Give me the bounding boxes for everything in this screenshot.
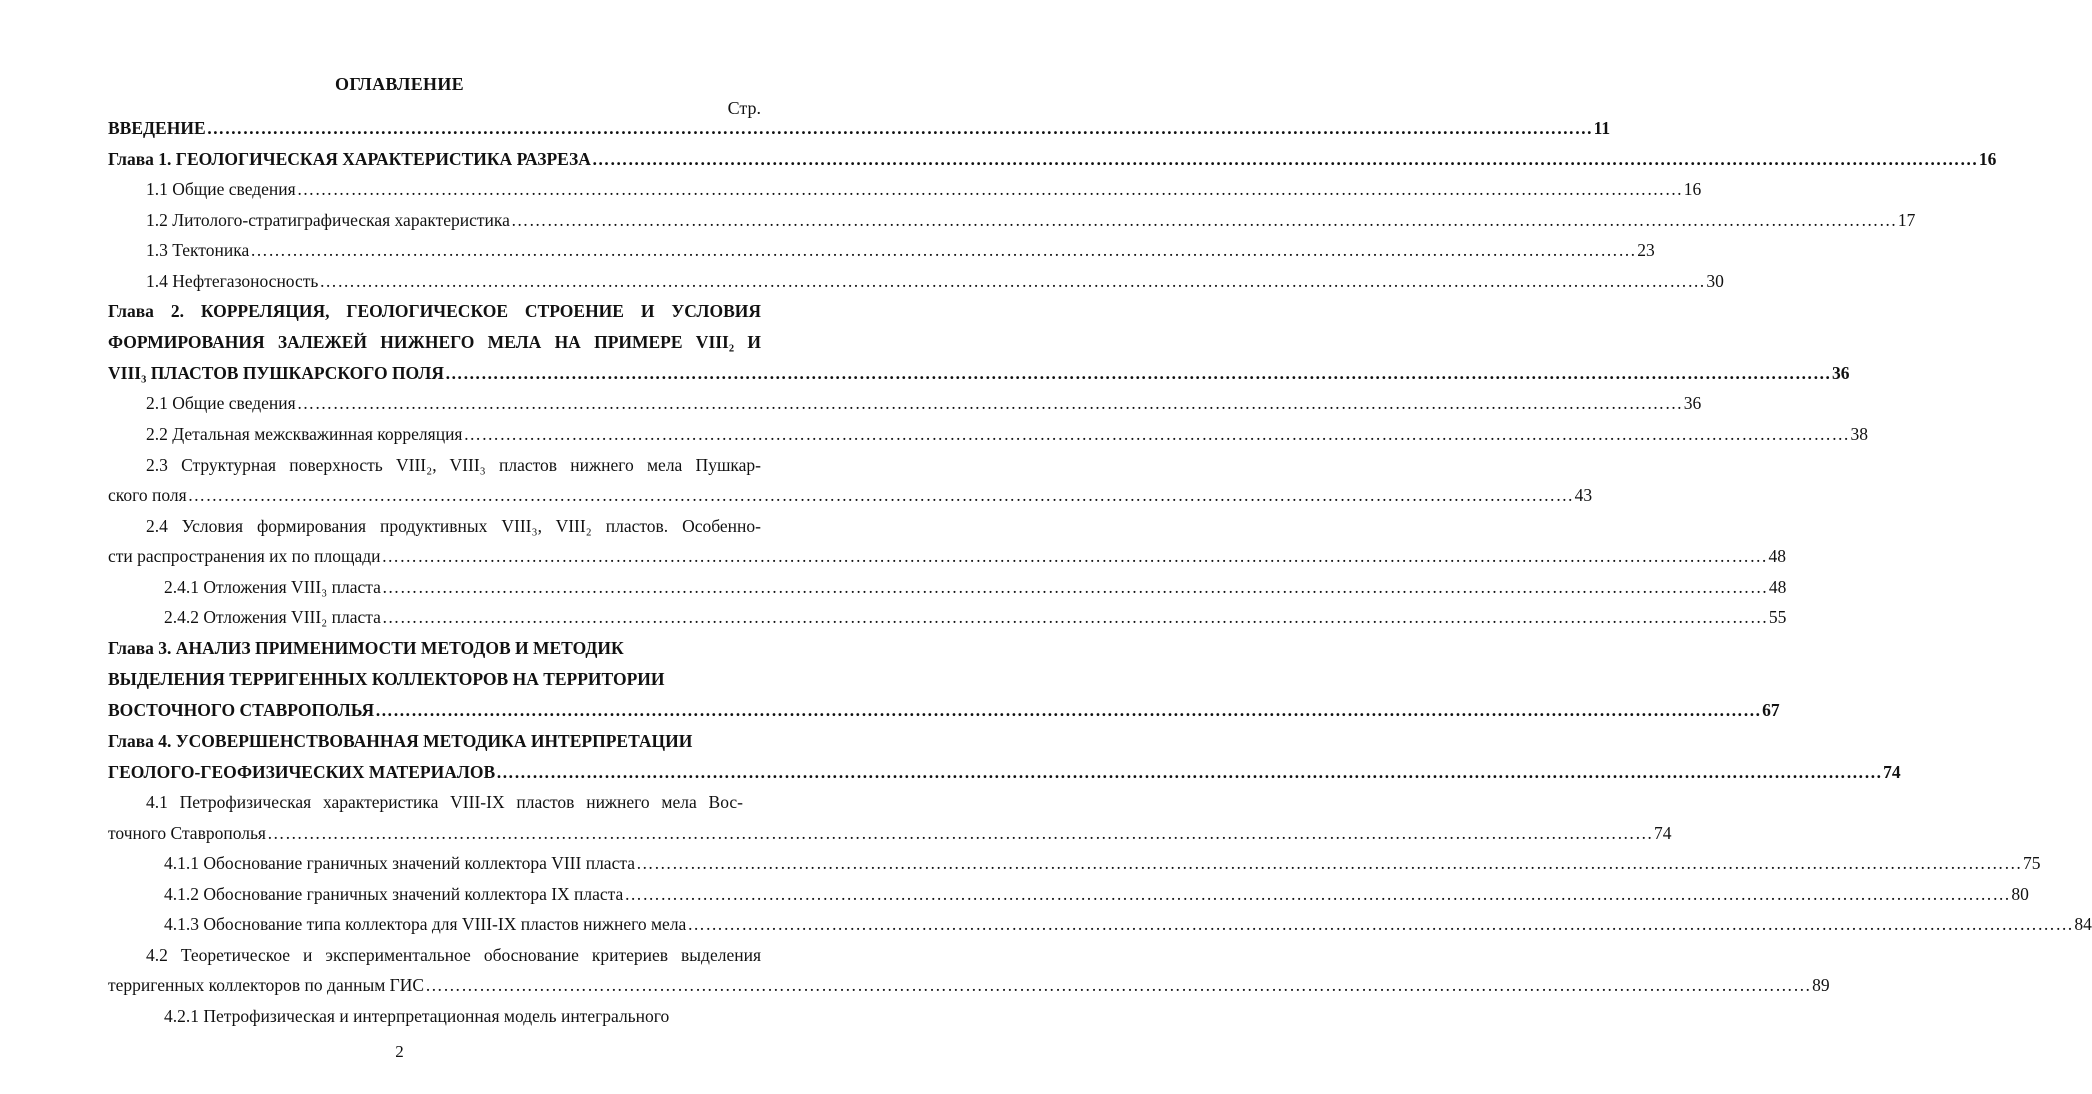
toc-leader-dots: ……………………………………………………………………………………………………………………………………………………………………………………………………………	[206, 118, 1593, 138]
toc-entry-page: 30	[1706, 271, 1724, 291]
toc-entry-continued[interactable]	[108, 730, 761, 752]
toc-entry-text: 4.1 Петрофизическая характеристика VIII-IX пластов нижнего мела Вос-	[146, 792, 743, 812]
toc-entry-text: Глава 2. КОРРЕЛЯЦИЯ, ГЕОЛОГИЧЕСКОЕ СТРОЕНИЕ И УСЛОВИЯ	[108, 301, 761, 321]
toc-leader-dots: ……………………………………………………………………………………………………………………………………………………………………………………………………………	[296, 179, 1683, 199]
toc-entry-text: 1.3 Тектоника	[146, 240, 250, 260]
toc-leader-dots: ……………………………………………………………………………………………………………………………………………………………………………………………………………	[381, 607, 1768, 627]
page-number: 2	[395, 1042, 404, 1061]
toc-entry[interactable]	[108, 148, 1997, 170]
toc-entry-continued[interactable]	[108, 300, 761, 322]
toc-entry[interactable]	[146, 209, 1916, 231]
toc-leader-dots: ……………………………………………………………………………………………………………………………………………………………………………………………………………	[624, 884, 2011, 904]
toc-entry-text: Глава 4. УСОВЕРШЕНСТВОВАННАЯ МЕТОДИКА ИНТЕРПРЕТАЦИИ	[108, 731, 693, 751]
toc-entry-text: ВЫДЕЛЕНИЯ ТЕРРИГЕННЫХ КОЛЛЕКТОРОВ НА ТЕРРИТОРИИ	[108, 669, 665, 689]
toc-entry-text: 4.1.3 Обоснование типа коллектора для VIII-IX пластов нижнего мела	[164, 914, 687, 934]
toc-entry-page: 17	[1897, 210, 1916, 230]
toc-entry-text: 2.4.2 Отложения VIII₂ пласта	[164, 607, 381, 627]
toc-entry[interactable]	[108, 699, 1780, 721]
toc-entry-text: ФОРМИРОВАНИЯ ЗАЛЕЖЕЙ НИЖНЕГО МЕЛА НА ПРИМЕРЕ VIII₂ И	[108, 332, 761, 352]
toc-entry-page: 16	[1683, 179, 1702, 199]
toc-leader-dots: ……………………………………………………………………………………………………………………………………………………………………………………………………………	[687, 914, 2074, 934]
toc-entry-text: 1.2 Литолого-стратиграфическая характеристика	[146, 210, 510, 230]
toc-entry-text: 4.2.1 Петрофизическая и интерпретационная модель интегрального	[164, 1006, 670, 1026]
toc-entry[interactable]	[164, 576, 1787, 598]
toc-leader-dots: ……………………………………………………………………………………………………………………………………………………………………………………………………………	[635, 853, 2022, 873]
toc-entry-text: Глава 3. АНАЛИЗ ПРИМЕНИМОСТИ МЕТОДОВ И МЕТОДИК	[108, 638, 624, 658]
toc-leader-dots: ……………………………………………………………………………………………………………………………………………………………………………………………………………	[375, 700, 1762, 720]
toc-entry-continued[interactable]	[164, 1005, 761, 1027]
toc-entry-text: точного Ставрополья	[108, 823, 266, 843]
toc-entry-text: Глава 1. ГЕОЛОГИЧЕСКАЯ ХАРАКТЕРИСТИКА РАЗРЕЗА	[108, 149, 591, 169]
toc-entry-continued[interactable]	[108, 637, 761, 659]
toc-entry-text: 2.2 Детальная межскважинная корреляция	[146, 424, 463, 444]
toc-entry-text: 1.1 Общие сведения	[146, 179, 296, 199]
toc-leader-dots: ……………………………………………………………………………………………………………………………………………………………………………………………………………	[444, 363, 1831, 383]
toc-entry-continued[interactable]	[146, 515, 761, 537]
toc-entry-page: 11	[1593, 118, 1611, 138]
toc-entry[interactable]	[164, 913, 2092, 935]
toc-leader-dots: ……………………………………………………………………………………………………………………………………………………………………………………………………………	[381, 577, 1768, 597]
toc-entry-continued[interactable]	[108, 331, 761, 353]
toc-leader-dots: ……………………………………………………………………………………………………………………………………………………………………………………………………………	[266, 823, 1653, 843]
toc-entry-page: 36	[1831, 363, 1850, 383]
toc-entry[interactable]	[108, 761, 1901, 783]
toc-entry-text: 4.1.2 Обоснование граничных значений коллектора IX пласта	[164, 884, 624, 904]
toc-entry-continued[interactable]	[108, 668, 761, 690]
toc-entry-page: 89	[1812, 975, 1830, 995]
toc-entry[interactable]	[108, 484, 1593, 506]
toc-entry[interactable]	[146, 423, 1868, 445]
toc-entry-text: 2.4.1 Отложения VIII₃ пласта	[164, 577, 381, 597]
toc-leader-dots: ……………………………………………………………………………………………………………………………………………………………………………………………………………	[381, 546, 1768, 566]
toc-entry[interactable]	[146, 178, 1702, 200]
toc-entry-text: сти распространения их по площади	[108, 546, 381, 566]
toc-entry-text: 2.1 Общие сведения	[146, 393, 296, 413]
toc-entry-text: VIII₃ ПЛАСТОВ ПУШКАРСКОГО ПОЛЯ	[108, 363, 444, 383]
toc-entry-page: 84	[2074, 914, 2092, 934]
toc-entry-page: 43	[1574, 485, 1593, 505]
toc-leader-dots: ……………………………………………………………………………………………………………………………………………………………………………………………………………	[250, 240, 1637, 260]
toc-entry-page: 48	[1768, 546, 1787, 566]
toc-entry[interactable]	[108, 362, 1850, 384]
toc-entry-continued[interactable]	[146, 791, 743, 813]
toc-entry[interactable]	[146, 270, 1724, 292]
toc-entry[interactable]	[164, 852, 2041, 874]
toc-entry-text: 4.2 Теоретическое и экспериментальное обоснование критериев выделения	[146, 945, 761, 965]
toc-entry-continued[interactable]	[146, 454, 761, 476]
toc-leader-dots: ……………………………………………………………………………………………………………………………………………………………………………………………………………	[591, 149, 1978, 169]
toc-entry-page: 16	[1978, 149, 1997, 169]
toc-entry[interactable]	[146, 239, 1655, 261]
toc-entry-page: 74	[1883, 762, 1901, 782]
toc-leader-dots: ……………………………………………………………………………………………………………………………………………………………………………………………………………	[496, 762, 1883, 782]
toc-entry-page: 67	[1762, 700, 1780, 720]
toc-entry-text: 2.3 Структурная поверхность VIII₂, VIII₃ пластов нижнего мела Пушкар-	[146, 455, 761, 475]
toc-entry-text: 2.4 Условия формирования продуктивных VIII₃, VIII₂ пластов. Особенно-	[146, 516, 761, 536]
page-title: ОГЛАВЛЕНИЕ	[335, 74, 464, 94]
toc-leader-dots: ……………………………………………………………………………………………………………………………………………………………………………………………………………	[319, 271, 1706, 291]
toc-entry-text: ГЕОЛОГО-ГЕОФИЗИЧЕСКИХ МАТЕРИАЛОВ	[108, 762, 496, 782]
toc-entry-page: 74	[1653, 823, 1672, 843]
page-column-label: Стр.	[727, 98, 761, 118]
toc-entry-page: 38	[1850, 424, 1868, 444]
toc-leader-dots: ……………………………………………………………………………………………………………………………………………………………………………………………………………	[296, 393, 1683, 413]
toc-entry[interactable]	[108, 545, 1787, 567]
toc-entry-page: 23	[1637, 240, 1655, 260]
toc-entry-text: 1.4 Нефтегазоносность	[146, 271, 319, 291]
toc-entry-text: ВВЕДЕНИЕ	[108, 118, 206, 138]
toc-entry-page: 55	[1768, 607, 1787, 627]
toc-leader-dots: ……………………………………………………………………………………………………………………………………………………………………………………………………………	[463, 424, 1850, 444]
toc-leader-dots: ……………………………………………………………………………………………………………………………………………………………………………………………………………	[510, 210, 1897, 230]
toc-entry-text: ского поля	[108, 485, 187, 505]
toc-entry[interactable]	[164, 883, 2029, 905]
toc-leader-dots: ……………………………………………………………………………………………………………………………………………………………………………………………………………	[187, 485, 1574, 505]
toc-entry-page: 80	[2011, 884, 2029, 904]
toc-leader-dots: ……………………………………………………………………………………………………………………………………………………………………………………………………………	[425, 975, 1812, 995]
toc-entry-page: 48	[1768, 577, 1787, 597]
toc-entry[interactable]	[108, 822, 1672, 844]
toc-entry[interactable]	[146, 392, 1702, 414]
toc-entry-page: 36	[1683, 393, 1702, 413]
toc-entry-page: 75	[2022, 853, 2041, 873]
toc-entry-text: терригенных коллекторов по данным ГИС	[108, 975, 425, 995]
toc-entry-continued[interactable]	[146, 944, 761, 966]
toc-entry[interactable]	[108, 974, 1830, 996]
toc-entry[interactable]	[108, 117, 1611, 139]
toc-entry[interactable]	[164, 606, 1787, 628]
toc-entry-text: ВОСТОЧНОГО СТАВРОПОЛЬЯ	[108, 700, 375, 720]
toc-entry-text: 4.1.1 Обоснование граничных значений коллектора VIII пласта	[164, 853, 635, 873]
